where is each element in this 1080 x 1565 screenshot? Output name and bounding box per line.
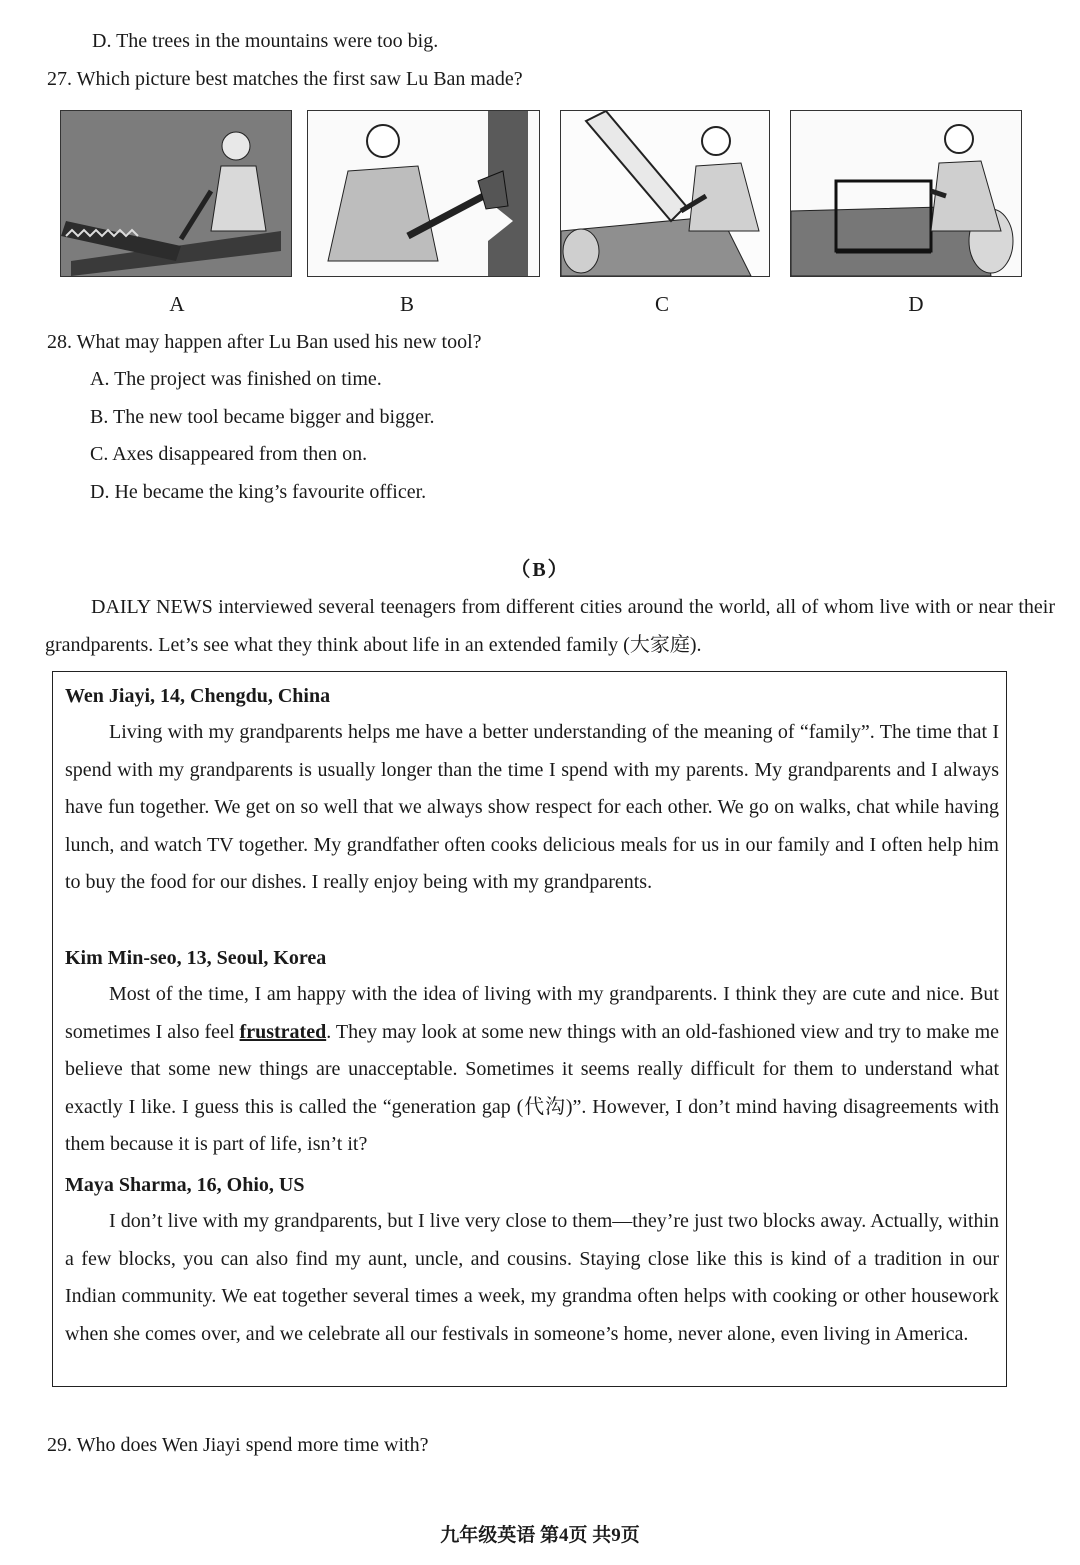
picture-label-c: C	[654, 292, 669, 316]
interview-box	[52, 671, 1007, 1387]
picture-label-a: A	[169, 292, 185, 316]
person-2-text-after: . They may look at some new things with an old-fashioned view and try to make me believe that some new things are unacceptable. Sometimes it seems really difficult for them to understand what exactly I like. I guess this is called the “generation gap (代沟)”. However, I don’t mind having disagreements with them because it is part of life, isn’t it?	[65, 1020, 1000, 1156]
picture-a[interactable]	[60, 110, 292, 277]
picture-b-illustration	[308, 111, 539, 276]
page-footer: 九年级英语 第4页 共9页	[440, 1525, 640, 1546]
person-1-name: Wen Jiayi, 14, Chengdu, China	[65, 685, 331, 707]
q26-option-d: D. The trees in the mountains were too big.	[92, 30, 439, 52]
person-2-text-before: Most of the time, I am happy with the idea of living with my grandparents. I think they are cute and nice. But sometimes I also feel	[65, 983, 999, 1043]
person-1-text: Living with my grandparents helps me have a better understanding of the meaning of “family”. The time that I spend with my grandparents is usually longer than the time I spend with my parents. My grandparents and I always have fun together. We get on so well that we always show respect for each other. We go on walks, chat while having lunch, and watch TV together. My grandfather often cooks delicious meals for us in our family and I often help him to buy the food for our dishes. I really enjoy being with my grandparents.	[65, 721, 999, 894]
q28-option-a: A. The project was finished on time.	[90, 368, 382, 390]
frustrated-keyword: frustrated	[239, 1020, 327, 1043]
picture-d-illustration	[791, 111, 1021, 276]
person-2-name: Kim Min-seo, 13, Seoul, Korea	[65, 947, 327, 969]
section-b-intro: DAILY NEWS interviewed several teenagers from different cities around the world, all of whom live with or near their grandparents. Let’s see what they think about life in an extended family (大家庭).	[45, 596, 1055, 656]
person-2-text	[65, 976, 999, 1164]
picture-d[interactable]	[790, 110, 1022, 277]
q28-option-d: D. He became the king’s favourite officer.	[90, 481, 427, 503]
person-3-name: Maya Sharma, 16, Ohio, US	[65, 1174, 305, 1196]
q28-option-b: B. The new tool became bigger and bigger.	[90, 406, 435, 428]
q27-question: 27. Which picture best matches the first saw Lu Ban made?	[47, 68, 523, 90]
section-b-title: （B）	[510, 559, 570, 581]
picture-label-d: D	[908, 292, 924, 316]
picture-b[interactable]	[307, 110, 540, 277]
picture-c[interactable]	[560, 110, 770, 277]
person-3-text: I don’t live with my grandparents, but I live very close to them—they’re just two blocks away. Actually, within a few blocks, you can also find my aunt, uncle, and cousins. Staying close like this is kind of a tradition in our Indian community. We eat together several times a week, my grandma often helps with cooking or other housework when she comes over, and we celebrate all our festivals in someone’s home, never alone, even living in America.	[65, 1210, 999, 1345]
picture-c-illustration	[561, 111, 769, 276]
q29-question: 29. Who does Wen Jiayi spend more time with?	[47, 1434, 429, 1456]
q28-question: 28. What may happen after Lu Ban used his new tool?	[47, 331, 482, 353]
q28-option-c: C. Axes disappeared from then on.	[90, 443, 368, 465]
picture-label-b: B	[399, 292, 414, 316]
picture-a-illustration	[61, 111, 291, 276]
